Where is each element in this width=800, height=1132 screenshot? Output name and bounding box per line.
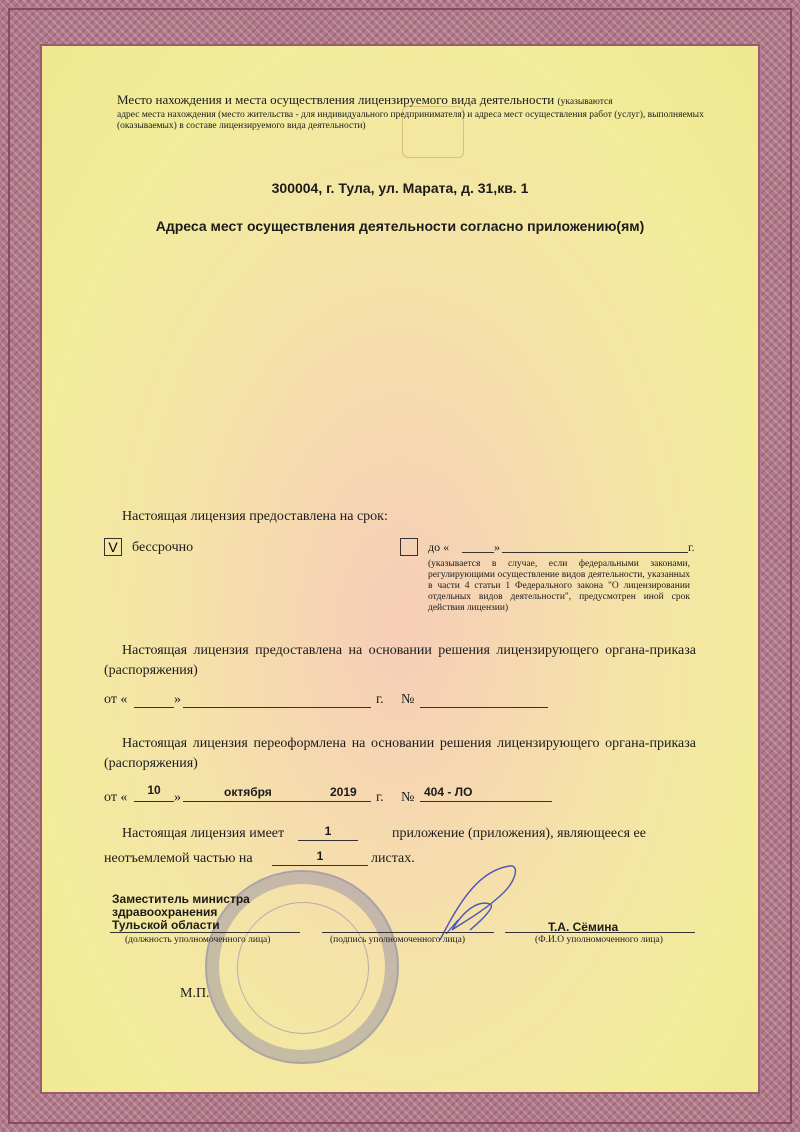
- appendix-text2: приложение (приложения), являющееся ее: [392, 826, 646, 841]
- reissue-from: от «: [104, 790, 128, 805]
- reissue-day: 10: [147, 783, 161, 797]
- basis-number-sign: №: [401, 692, 415, 707]
- until-checkbox[interactable]: [400, 538, 418, 556]
- location-header: [117, 92, 717, 132]
- reissue-text: Настоящая лицензия переоформлена на основании решения лицензирующего органа-приказа (распоряжения): [104, 736, 696, 771]
- reissue-year-suffix: г.: [376, 790, 384, 805]
- location-header-note-inline: (указываются: [557, 97, 613, 107]
- signer-position-line3: Тульской области: [112, 918, 220, 932]
- basis-year-suffix: г.: [376, 692, 384, 707]
- signature-caption: (подпись уполномоченного лица): [330, 935, 466, 945]
- appendix-sheets: 1: [316, 849, 324, 863]
- appendix-text1: Настоящая лицензия имеет: [122, 826, 285, 841]
- basis-from: от «: [104, 692, 128, 707]
- basis-number-line: [420, 707, 548, 708]
- location-header-title: Место нахождения и места осуществления лицензируемого вида деятельности: [117, 92, 555, 107]
- until-note: (указывается в случае, если федеральными законами, регулирующими осуществление видов деятельности, указанных в части 4 статьи 1 Федерального закона "О лицензировании отдельных видов деятельности", предусмотрен иной срок действия лицензии): [428, 559, 690, 613]
- until-prefix: до «: [428, 540, 450, 554]
- appendix-count: 1: [324, 824, 332, 838]
- appendix-text4: листах.: [371, 851, 415, 866]
- location-header-note: адрес места нахождения (место жительства - для индивидуального предпринимателя) и адреса мест осуществления работ (услуг), выполняемых (оказываемых) в составе лицензируемого вида деятельности): [117, 110, 704, 131]
- reissue-month: октября: [224, 785, 272, 799]
- background-ministry-watermark: [42, 154, 758, 176]
- appendix-text3: неотъемлемой частью на: [104, 851, 253, 866]
- unlimited-checkbox[interactable]: V: [104, 538, 122, 556]
- addresses-note: Адреса мест осуществления деятельности согласно приложению(ям): [155, 218, 645, 234]
- basis-text: Настоящая лицензия предоставлена на основании решения лицензирующего органа-приказа (распоряжения): [104, 643, 696, 678]
- term-label: Настоящая лицензия предоставлена на срок:: [122, 509, 388, 524]
- address: 300004, г. Тула, ул. Марата, д. 31,кв. 1: [271, 180, 529, 196]
- reissue-date-line: [183, 801, 371, 802]
- position-line: [110, 932, 300, 933]
- until-day-line: [462, 552, 494, 553]
- unlimited-label: бессрочно: [132, 540, 194, 555]
- name-line: [505, 932, 695, 933]
- signer-name: Т.А. Сёмина: [548, 920, 619, 934]
- until-date-line: [502, 552, 688, 553]
- basis-mid: »: [174, 692, 181, 707]
- basis-day-line: [134, 707, 174, 708]
- signer-position-line1: Заместитель министра: [112, 892, 250, 906]
- until-mid: »: [494, 540, 500, 554]
- reissue-day-line: [134, 801, 174, 802]
- position-caption: (должность уполномоченного лица): [125, 935, 271, 945]
- appendix-sheets-line: [272, 865, 368, 866]
- reissue-number-line: [420, 801, 552, 802]
- basis-month-line: [183, 707, 371, 708]
- signature-line: [322, 932, 494, 933]
- reissue-number-sign: №: [401, 790, 415, 805]
- reissue-mid: »: [174, 790, 181, 805]
- signer-position-line2: здравоохранения: [112, 905, 218, 919]
- name-caption: (Ф.И.О уполномоченного лица): [535, 935, 663, 945]
- signer-position: [112, 893, 250, 932]
- reissue-number: 404 - ЛО: [424, 785, 473, 799]
- until-suffix: г.: [688, 540, 695, 554]
- reissue-year: 2019: [330, 785, 357, 799]
- seal-place-label: М.П.: [180, 986, 210, 1001]
- appendix-count-line: [298, 840, 358, 841]
